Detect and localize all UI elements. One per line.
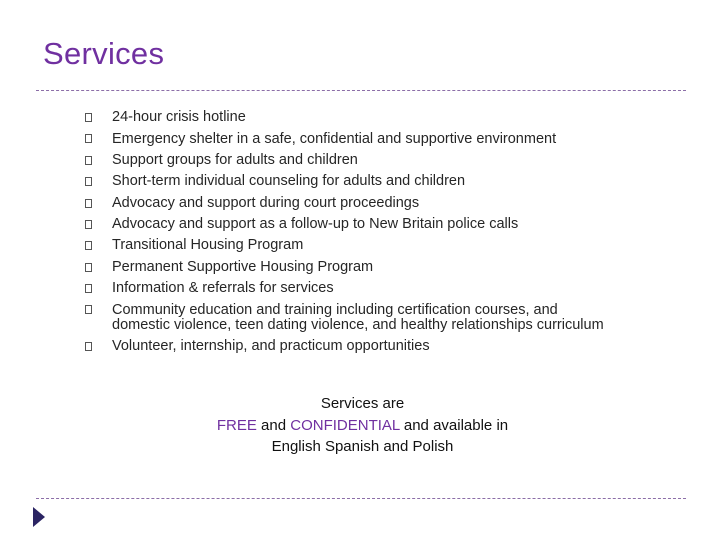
checkbox-bullet-icon — [85, 220, 92, 229]
list-item-text: Emergency shelter in a safe, confidential and supportive environment — [112, 130, 557, 147]
bottom-divider — [36, 498, 686, 499]
list-item — [112, 150, 617, 171]
checkbox-bullet-icon — [85, 134, 92, 143]
availability-note — [140, 393, 585, 458]
confidential-highlight: CONFIDENTIAL — [290, 416, 400, 434]
list-item-text: Advocacy and support during court proceedings — [112, 194, 420, 211]
list-item — [112, 336, 617, 357]
checkbox-bullet-icon — [85, 342, 92, 351]
checkbox-bullet-icon — [85, 113, 92, 122]
list-item-text: Permanent Supportive Housing Program — [112, 258, 374, 275]
list-item-text: Short-term individual counseling for adults and children — [112, 173, 466, 190]
list-item-text: Advocacy and support as a follow-up to New Britain police calls — [112, 216, 519, 233]
services-list — [112, 107, 617, 357]
checkbox-bullet-icon — [85, 284, 92, 293]
list-item-text: Community education and training including certification courses, and domestic violence, teen dating violence, and healthy relationships curriculum — [112, 301, 604, 333]
list-item-text: 24-hour crisis hotline — [112, 109, 246, 126]
list-item — [112, 235, 617, 256]
checkbox-bullet-icon — [85, 305, 92, 314]
list-item — [112, 193, 617, 214]
checkbox-bullet-icon — [85, 177, 92, 186]
note-line-2 — [140, 415, 585, 437]
list-item — [112, 107, 617, 128]
note-line-1: Services are — [320, 395, 405, 412]
list-item-text: Information & referrals for services — [112, 280, 334, 297]
list-item-text: Support groups for adults and children — [112, 151, 358, 168]
slide-title: Services — [43, 36, 165, 71]
note-line-3: English Spanish and Polish — [271, 438, 454, 455]
checkbox-bullet-icon — [85, 263, 92, 272]
list-item — [112, 299, 617, 335]
list-item — [112, 214, 617, 235]
note-available: and available in — [399, 416, 509, 434]
list-item — [112, 171, 617, 192]
list-item — [112, 128, 617, 149]
list-item — [112, 278, 617, 299]
list-item-text: Transitional Housing Program — [112, 237, 304, 254]
checkbox-bullet-icon — [85, 241, 92, 250]
list-item-text: Volunteer, internship, and practicum opportunities — [112, 337, 430, 354]
checkbox-bullet-icon — [85, 199, 92, 208]
note-and: and — [256, 416, 291, 434]
top-divider — [36, 90, 686, 91]
triangle-right-icon[interactable] — [33, 507, 45, 527]
list-item — [112, 257, 617, 278]
free-highlight: FREE — [216, 416, 257, 434]
checkbox-bullet-icon — [85, 156, 92, 165]
